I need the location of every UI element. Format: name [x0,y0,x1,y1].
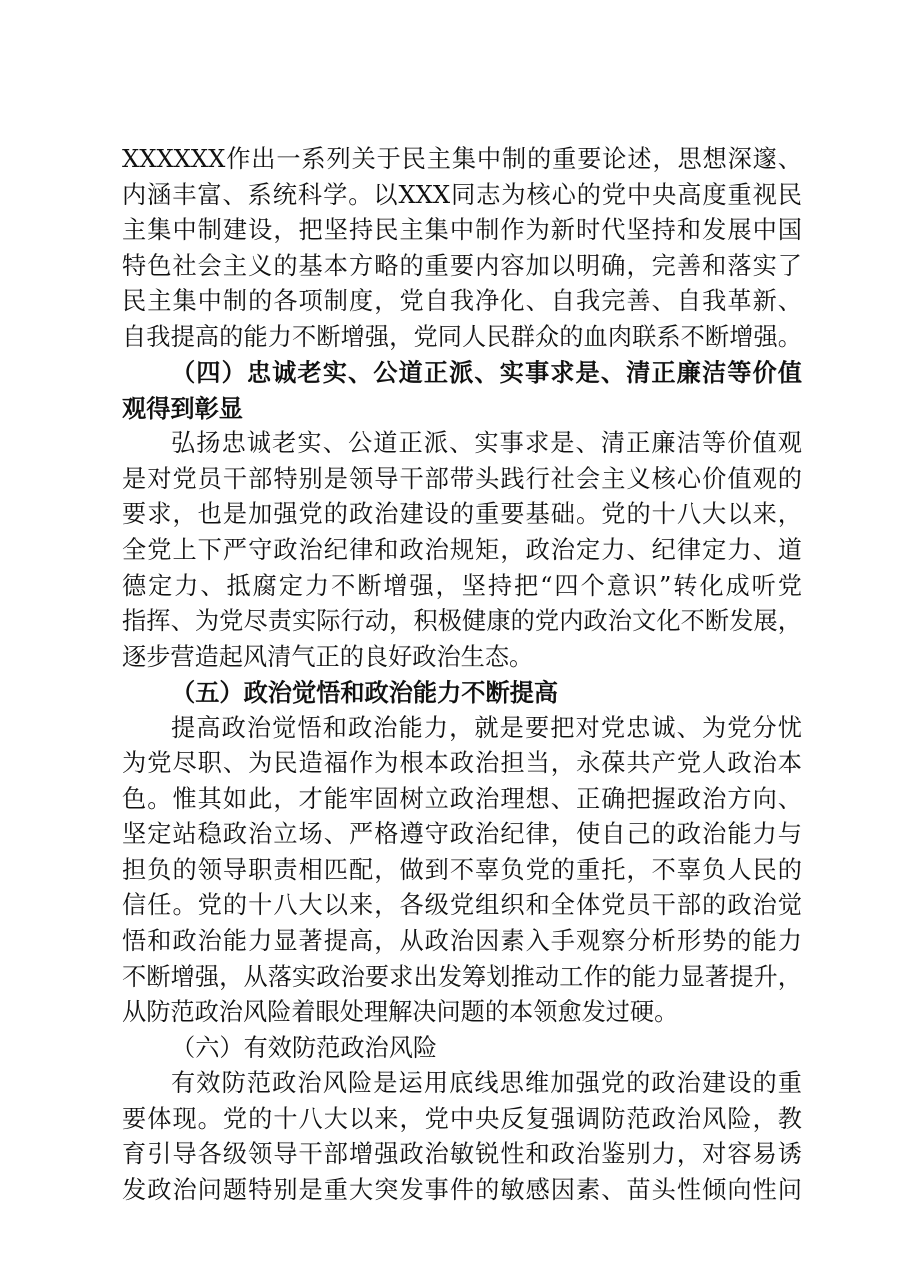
section-heading-5: （五）政治觉悟和政治能力不断提高 [171,678,559,708]
text-line: 德定力、抵腐定力不断增强，坚持把“四个意识”转化成听党 [122,571,802,600]
text-line: 为党尽职、为民造福作为根本政治担当，永葆共产党人政治本 [122,749,802,778]
text-line: 主集中制建设，把坚持民主集中制作为新时代坚持和发展中国 [122,216,802,245]
text-line: 坚定站稳政治立场、严格遵守政治纪律，使自己的政治能力与 [122,820,802,849]
text-line: 全党上下严守政治纪律和政治规矩，政治定力、纪律定力、道 [122,536,802,565]
text-line: 要求，也是加强党的政治建设的重要基础。党的十八大以来， [122,500,802,529]
body-text [122,142,802,1208]
text-line: 从防范政治风险着眼处理解决问题的本领愈发过硬。 [122,998,679,1027]
text-line: 民主集中制的各项制度，党自我净化、自我完善、自我革新、 [122,287,802,316]
text-line: 是对党员干部特别是领导干部带头践行社会主义核心价值观的 [122,464,802,493]
text-line: 育引导各级领导干部增强政治敏锐性和政治鉴别力，对容易诱 [122,1140,802,1169]
text-line: 内涵丰富、系统科学。以XXX同志为核心的党中央高度重视民 [122,180,802,209]
text-line: 不断增强，从落实政治要求出发筹划推动工作的能力显著提升， [122,962,802,991]
text-line: XXXXXX作出一系列关于民主集中制的重要论述，思想深邃、 [122,145,802,173]
section-heading-4: （四）忠诚老实、公道正派、实事求是、清正廉洁等价值 [171,358,802,388]
section-heading-4-cont: 观得到彰显 [122,393,243,423]
text-line: 指挥、为党尽责实际行动，积极健康的党内政治文化不断发展， [122,607,802,636]
text-line: 自我提高的能力不断增强，党同人民群众的血肉联系不断增强。 [122,322,802,351]
text-line: 担负的领导职责相匹配，做到不辜负党的重托，不辜负人民的 [122,855,802,884]
text-line: 逐步营造起风清气正的良好政治生态。 [122,642,534,671]
text-line: 弘扬忠诚老实、公道正派、实事求是、清正廉洁等价值观 [171,429,802,458]
text-line: 信任。党的十八大以来，各级党组织和全体党员干部的政治觉 [122,891,802,920]
text-line: 悟和政治能力显著提高，从政治因素入手观察分析形势的能力 [122,927,802,956]
text-line: 提高政治觉悟和政治能力，就是要把对党忠诚、为党分忧 [171,713,802,742]
section-heading-6: （六）有效防范政治风险 [171,1033,438,1062]
text-line: 特色社会主义的基本方略的重要内容加以明确，完善和落实了 [122,251,802,280]
text-line: 色。惟其如此，才能牢固树立政治理想、正确把握政治方向、 [122,784,802,813]
text-line: 要体现。党的十八大以来，党中央反复强调防范政治风险，教 [122,1104,802,1133]
text-line: 有效防范政治风险是运用底线思维加强党的政治建设的重 [171,1069,802,1098]
text-line: 发政治问题特别是重大突发事件的敏感因素、苗头性倾向性问 [122,1175,802,1204]
